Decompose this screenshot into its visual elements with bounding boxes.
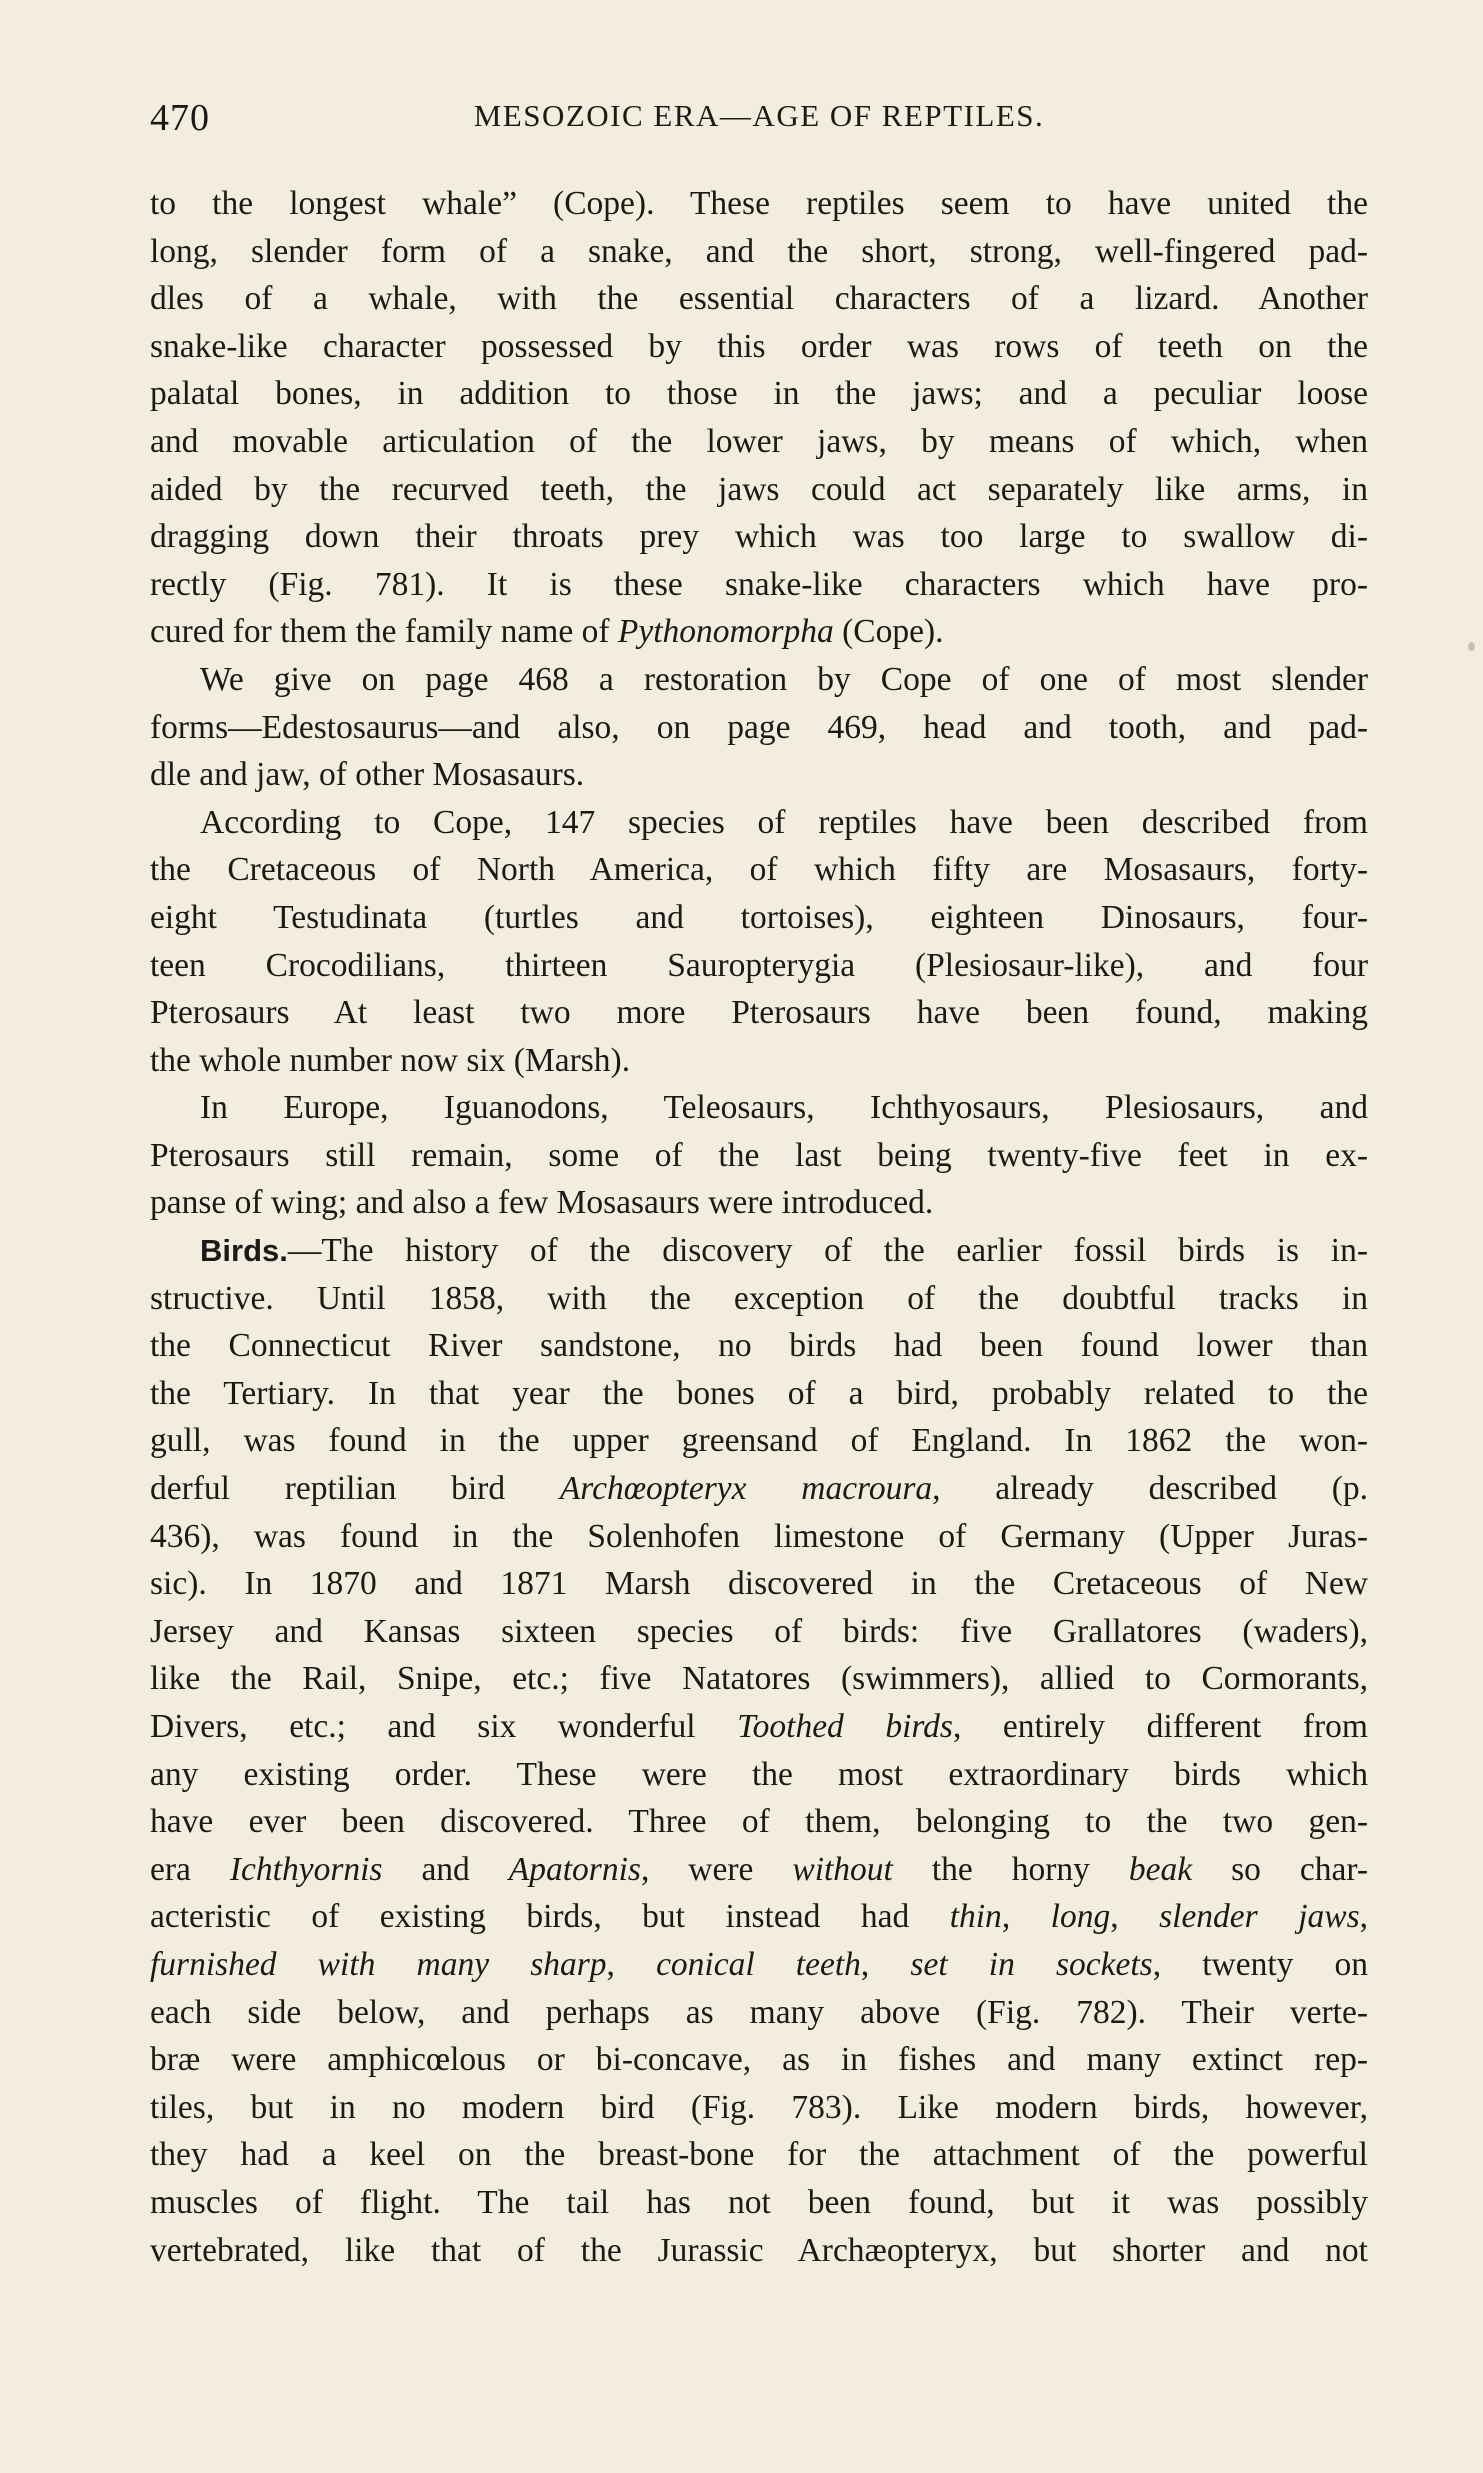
text-run: like the Rail, Snipe, etc.; five Natatores (swimmers), allied to Cormorants, <box>150 1660 1368 1698</box>
text-run: and movable articulation of the lower jaws, by means of which, when <box>150 422 1368 460</box>
page-number: 470 <box>150 97 210 139</box>
text-line <box>150 989 1368 1037</box>
italic-term: beak <box>1128 1850 1193 1888</box>
text-run: We give on page 468 a restoration by Cope of one of most slender <box>200 660 1368 698</box>
text-run: the whole number now six (Marsh). <box>150 1041 631 1079</box>
text-line <box>150 1275 1368 1323</box>
text-line <box>150 1179 1368 1227</box>
text-run: Jersey and Kansas sixteen species of birds: five Grallatores (waders), <box>150 1612 1368 1650</box>
text-line <box>150 513 1368 561</box>
section-heading: Birds. <box>200 1233 288 1269</box>
text-run: panse of wing; and also a few Mosasaurs were introduced. <box>150 1184 934 1222</box>
italic-term: without <box>792 1850 893 1888</box>
text-line <box>150 1703 1368 1751</box>
text-line <box>150 323 1368 371</box>
body-text <box>150 180 1368 2274</box>
text-line <box>150 1417 1368 1465</box>
italic-term: set in sockets <box>910 1945 1153 1983</box>
italic-term: long <box>1050 1898 1111 1936</box>
text-run: gull, was found in the upper greensand of England. In 1862 the won- <box>150 1422 1368 1460</box>
text-run: dles of a whale, with the essential characters of a lizard. Another <box>150 280 1368 318</box>
text-run: dle and jaw, of other Mosasaurs. <box>150 756 585 794</box>
text-line <box>150 894 1368 942</box>
text-run: , entirely different from <box>952 1708 1368 1745</box>
text-run: , twenty on <box>1152 1945 1369 1983</box>
text-run: snake-like character possessed by this order was rows of teeth on the <box>150 327 1368 365</box>
text-line <box>150 1846 1368 1894</box>
text-run: muscles of flight. The tail has not been found, but it was possibly <box>150 2183 1368 2221</box>
text-run: the Connecticut River sandstone, no birds had been found lower than <box>150 1327 1368 1365</box>
text-line <box>150 2179 1368 2227</box>
text-run: era <box>150 1850 230 1888</box>
text-line <box>150 370 1368 418</box>
text-line <box>150 2131 1368 2179</box>
text-run: teen Crocodilians, thirteen Sauropterygia (Plesiosaur-like), and four <box>150 946 1368 984</box>
text-run: tiles, but in no modern bird (Fig. 783). Like modern birds, however, <box>150 2088 1368 2126</box>
text-run: and <box>382 1850 509 1888</box>
text-line <box>150 1322 1368 1370</box>
text-run: Pterosaurs At least two more Pterosaurs have been found, making <box>150 994 1368 1032</box>
text-line <box>150 1370 1368 1418</box>
text-run: vertebrated, like that of the Jurassic Archæopteryx, but shorter and not <box>150 2231 1368 2269</box>
text-run: so char- <box>1192 1850 1368 1888</box>
text-line <box>150 1132 1368 1180</box>
italic-term: slender jaws <box>1159 1898 1360 1936</box>
text-run: bræ were amphicœlous or bi-concave, as in fishes and many extinct rep- <box>150 2041 1368 2079</box>
text-run: structive. Until 1858, with the exception of the doubtful tracks in <box>150 1279 1368 1317</box>
text-line <box>150 1608 1368 1656</box>
text-run: any existing order. These were the most extraordinary birds which <box>150 1755 1368 1793</box>
text-run: —The history of the discovery of the earlier fossil birds is in- <box>287 1232 1368 1270</box>
text-line <box>150 180 1368 228</box>
text-run: In Europe, Iguanodons, Teleosaurs, Ichthyosaurs, Plesiosaurs, and <box>200 1089 1368 1127</box>
text-run: cured for them the family name of <box>150 613 618 651</box>
text-run: forms—Edestosaurus—and also, on page 469, head and tooth, and pad- <box>150 708 1368 746</box>
text-line <box>150 1465 1368 1513</box>
text-run: aided by the recurved teeth, the jaws could act separately like arms, in <box>150 470 1368 508</box>
running-title: MESOZOIC ERA—AGE OF REPTILES. <box>473 98 1045 133</box>
text-line <box>150 1798 1368 1846</box>
text-run: Divers, etc.; and six wonderful <box>150 1708 738 1745</box>
text-line <box>150 656 1368 704</box>
text-line <box>150 704 1368 752</box>
text-line <box>150 561 1368 609</box>
text-line <box>150 1513 1368 1561</box>
italic-term: Apatornis <box>508 1850 641 1888</box>
text-run: (Cope). <box>833 613 944 651</box>
text-run: According to Cope, 147 species of reptiles have been described from <box>200 803 1368 841</box>
text-line <box>150 608 1368 656</box>
text-line <box>150 1227 1368 1275</box>
text-line <box>150 228 1368 276</box>
text-run: , already described (p. <box>932 1470 1368 1508</box>
text-line <box>150 1941 1368 1989</box>
page-header <box>150 96 1368 146</box>
text-run: acteristic of existing birds, but instead had <box>150 1898 950 1936</box>
text-run: , <box>860 1945 911 1983</box>
text-line <box>150 846 1368 894</box>
text-line <box>150 418 1368 466</box>
text-line <box>150 1893 1368 1941</box>
text-run: derful reptilian bird <box>150 1470 560 1508</box>
text-line <box>150 2036 1368 2084</box>
text-line <box>150 2084 1368 2132</box>
text-run: each side below, and perhaps as many above (Fig. 782). Their verte- <box>150 1993 1368 2031</box>
text-run: , <box>1001 1898 1051 1936</box>
italic-term: Pythonomorpha <box>617 613 834 651</box>
italic-term: Ichthyornis <box>229 1850 383 1888</box>
text-line <box>150 1989 1368 2037</box>
text-line <box>150 275 1368 323</box>
text-run: the horny <box>892 1850 1129 1888</box>
italic-term: conical teeth <box>656 1945 861 1983</box>
text-line <box>150 1751 1368 1799</box>
text-run: , were <box>640 1850 793 1888</box>
text-line <box>150 1560 1368 1608</box>
text-line <box>150 1084 1368 1132</box>
italic-term: Archœopteryx macroura <box>559 1470 933 1508</box>
text-run: the Tertiary. In that year the bones of a bird, probably related to the <box>150 1374 1368 1412</box>
text-run: rectly (Fig. 781). It is these snake-like characters which have pro- <box>150 565 1368 603</box>
paper-spot <box>1468 642 1475 651</box>
italic-term: furnished with many sharp <box>150 1945 607 1983</box>
text-run: , <box>606 1945 657 1983</box>
text-line <box>150 1037 1368 1085</box>
text-run: long, slender form of a snake, and the short, strong, well-fingered pad- <box>150 232 1368 270</box>
text-run: , <box>1110 1898 1160 1936</box>
text-run: they had a keel on the breast-bone for the attachment of the powerful <box>150 2136 1368 2174</box>
text-line <box>150 1655 1368 1703</box>
text-run: the Cretaceous of North America, of which fifty are Mosasaurs, forty- <box>150 851 1368 889</box>
text-line <box>150 751 1368 799</box>
text-run: 436), was found in the Solenhofen limestone of Germany (Upper Juras- <box>150 1517 1368 1555</box>
text-run: eight Testudinata (turtles and tortoises), eighteen Dinosaurs, four- <box>150 898 1368 936</box>
text-line <box>150 799 1368 847</box>
text-line <box>150 942 1368 990</box>
text-line <box>150 466 1368 514</box>
text-run: sic). In 1870 and 1871 Marsh discovered in the Cretaceous of New <box>150 1565 1368 1603</box>
text-run: , <box>1359 1898 1369 1936</box>
italic-term: thin <box>949 1898 1002 1936</box>
text-run: Pterosaurs still remain, some of the last being twenty-five feet in ex- <box>150 1136 1368 1174</box>
text-run: to the longest whale” (Cope). These reptiles seem to have united the <box>150 185 1368 222</box>
text-run: palatal bones, in addition to those in the jaws; and a peculiar loose <box>150 375 1368 413</box>
text-line <box>150 2227 1368 2275</box>
italic-term: Toothed birds <box>737 1708 953 1745</box>
text-run: dragging down their throats prey which was too large to swallow di- <box>150 518 1368 556</box>
text-run: have ever been discovered. Three of them, belonging to the two gen- <box>150 1803 1368 1841</box>
